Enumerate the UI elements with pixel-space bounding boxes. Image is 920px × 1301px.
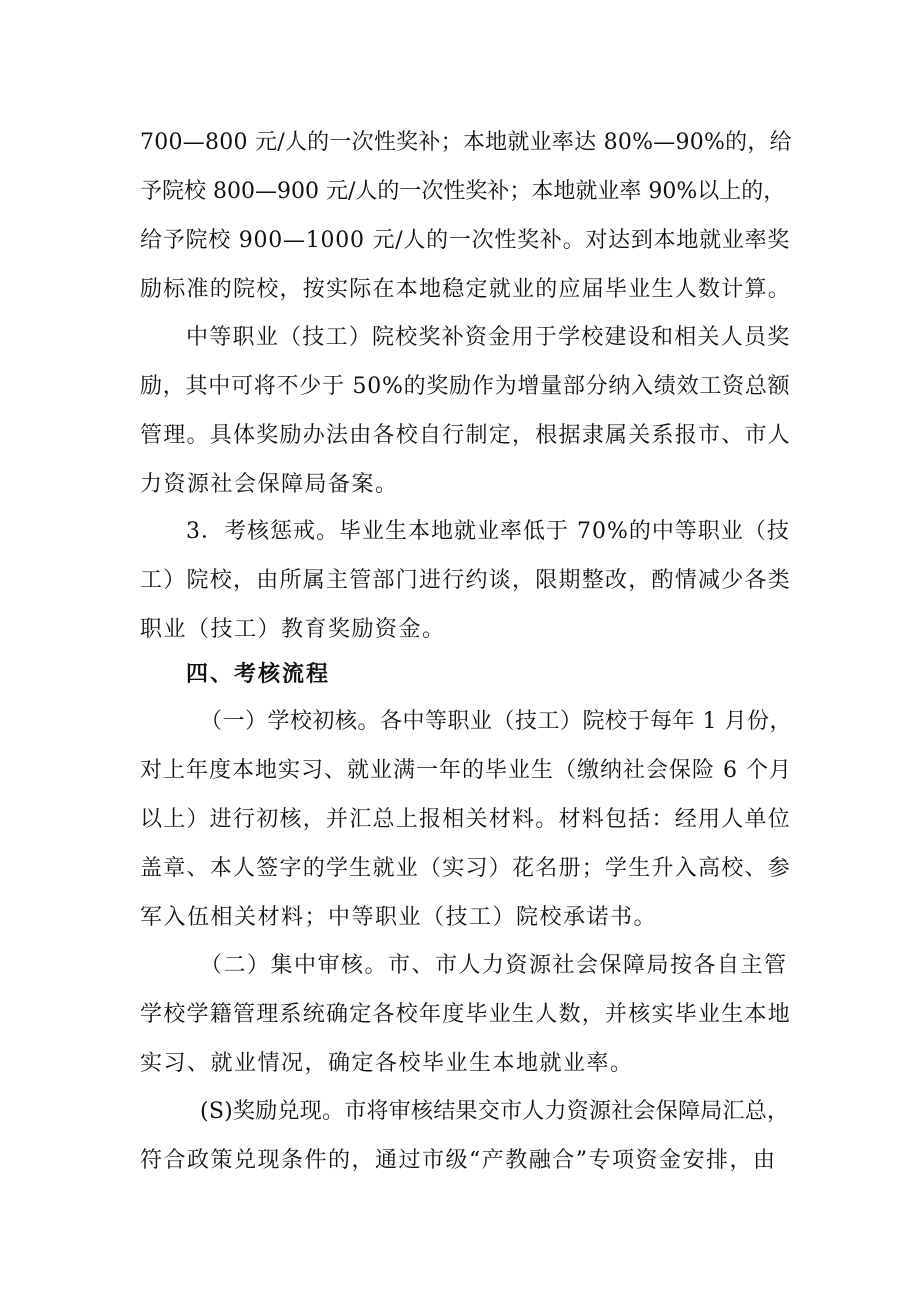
text-line: (S)奖励兑现。市将审核结果交市人力资源社会保障局汇总， — [200, 1099, 790, 1124]
text-line: 工）院校，由所属主管部门进行约谈，限期整改，酌情减少各类 — [140, 568, 792, 593]
text-line: （二）集中审核。市、市人力资源社会保障局按各自主管 — [200, 953, 788, 978]
text-line: 学校学籍管理系统确定各校年度毕业生人数，并核实毕业生本地 — [140, 1002, 792, 1027]
text-line: 700—800 元/人的一次性奖补；本地就业率达 80%—90%的，给 — [140, 130, 792, 155]
text-line: 给予院校 900—1000 元/人的一次性奖补。对达到本地就业率奖 — [140, 228, 791, 253]
text-line: 励标准的院校，按实际在本地稳定就业的应届毕业生人数计算。 — [140, 277, 792, 302]
text-line: 予院校 800—900 元/人的一次性奖补；本地就业率 90%以上的， — [140, 179, 786, 204]
text-line: 对上年度本地实习、就业满一年的毕业生（缴纳社会保险 6 个月 — [140, 758, 792, 783]
text-line: 职业（技工）教育奖励资金。 — [140, 617, 446, 642]
text-line: 管理。具体奖励办法由各校自行制定，根据隶属关系报市、市人 — [140, 423, 792, 448]
text-line: 实习、就业情况，确定各校毕业生本地就业率。 — [140, 1051, 634, 1076]
section-heading: 四、考核流程 — [186, 662, 331, 687]
text-line: 军入伍相关材料；中等职业（技工）院校承诺书。 — [140, 905, 658, 930]
text-line: 3．考核惩戒。毕业生本地就业率低于 70%的中等职业（技 — [186, 519, 790, 544]
text-line: 中等职业（技工）院校奖补资金用于学校建设和相关人员奖 — [186, 325, 791, 350]
text-line: 力资源社会保障局备案。 — [140, 472, 399, 497]
text-line: 盖章、本人签字的学生就业（实习）花名册；学生升入高校、参 — [140, 856, 792, 881]
text-line: （一）学校初核。各中等职业（技工）院校于每年 1 月份， — [200, 709, 792, 734]
text-line: 符合政策兑现条件的，通过市级“产教融合”专项资金安排，由 — [140, 1148, 777, 1173]
text-line: 励，其中可将不少于 50%的奖励作为增量部分纳入绩效工资总额 — [140, 374, 791, 399]
text-line: 以上）进行初核，并汇总上报相关材料。材料包括：经用人单位 — [140, 807, 792, 832]
